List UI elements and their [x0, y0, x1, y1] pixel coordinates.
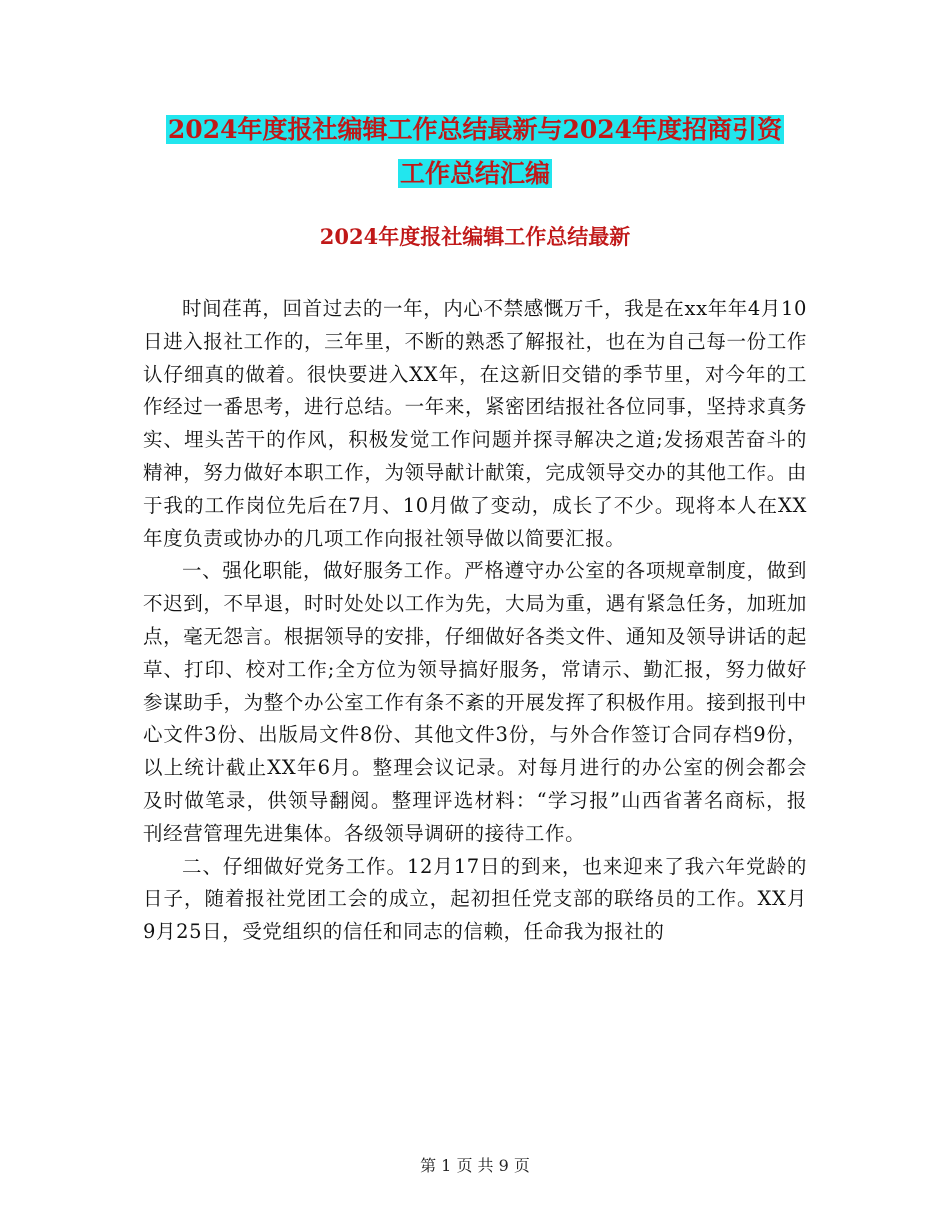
title-highlight: 工作总结汇编 [399, 159, 550, 188]
paragraph: 二、仔细做好党务工作。12月17日的到来，也来迎来了我六年党龄的日子，随着报社党团工会的成立，起初担任党支部的联络员的工作。XX月9月25日，受党组织的信任和同志的信赖，任命我为报社的 [143, 854, 807, 944]
section-title: 2024年度报社编辑工作总结最新 [319, 224, 631, 249]
paragraph: 时间荏苒，回首过去的一年，内心不禁感慨万千，我是在xx年年4月10日进入报社工作的，三年里，不断的熟悉了解报社，也在为自己每一份工作认仔细真的做着。很快要进入XX年，在这新旧交错的季节里，对今年的工作经过一番思考，进行总结。一年来，紧密团结报社各位同事，坚持求真务实、埋头苦干的作风，积极发觉工作问题并探寻解决之道;发扬艰苦奋斗的精神，努力做好本职工作，为领导献计献策，完成领导交办的其他工作。由于我的工作岗位先后在7月、10月做了变动，成长了不少。现将本人在XX年度负责或协办的几项工作向报社领导做以简要汇报。 [143, 297, 808, 550]
page-number-footer: 第 1 页 共 9 页 [420, 1156, 530, 1175]
title-highlight: 2024年度报社编辑工作总结最新与2024年度招商引资 [167, 115, 783, 144]
document-title-line-2 [0, 152, 950, 196]
document-body [143, 293, 807, 949]
paragraph: 一、强化职能，做好服务工作。严格遵守办公室的各项规章制度，做到不迟到，不早退，时时处处以工作为先，大局为重，遇有紧急任务，加班加点，毫无怨言。根据领导的安排，仔细做好各类文件、通知及领导讲话的起草、打印、校对工作;全方位为领导搞好服务，常请示、勤汇报，努力做好参谋助手，为整个办公室工作有条不紊的开展发挥了积极作用。接到报刊中心文件3份、出版局文件8份、其他文件3份，与外合作签订合同存档9份，以上统计截止XX年6月。整理会议记录。对每月进行的办公室的例会都会及时做笔录，供领导翻阅。整理评选材料：“学习报”山西省著名商标，报刊经营管理先进集体。各级领导调研的接待工作。 [143, 559, 807, 845]
document-title-line-1 [0, 108, 950, 152]
